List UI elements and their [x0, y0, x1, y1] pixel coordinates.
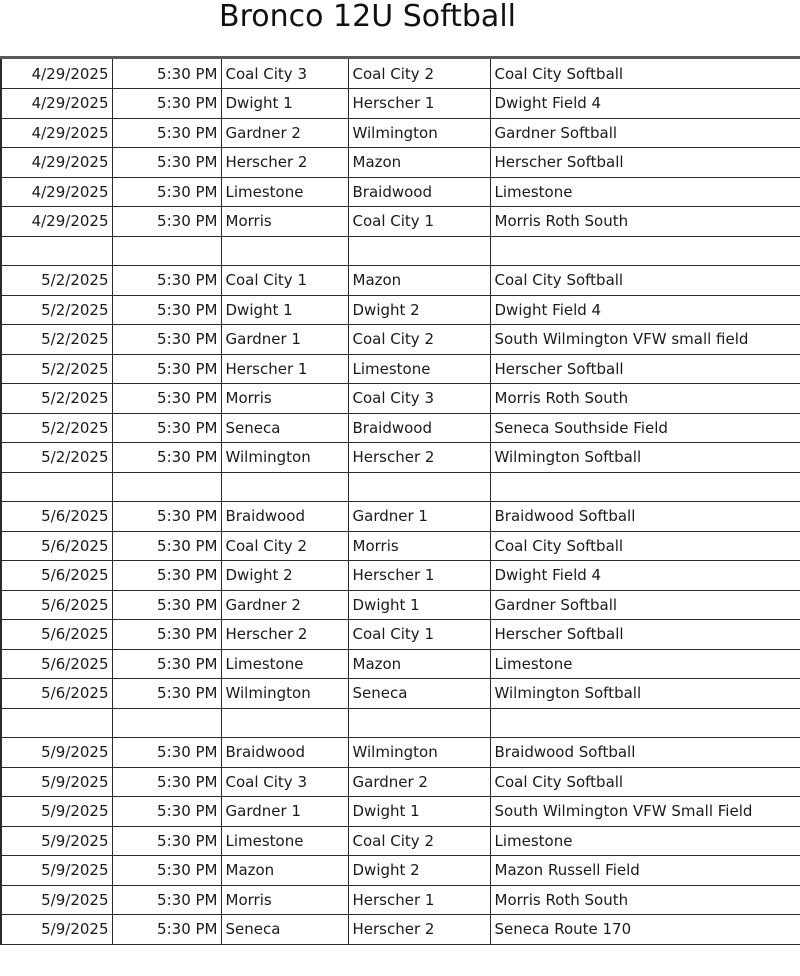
away-team-cell: Dwight 2 [348, 295, 490, 325]
table-row [1, 384, 800, 414]
home-team-cell: Mazon [221, 856, 348, 886]
page-title: Bronco 12U Softball [219, 0, 516, 34]
game-time-cell: 5:30 PM [112, 531, 221, 561]
game-date-cell: 4/29/2025 [1, 59, 112, 89]
home-team-cell: Dwight 1 [221, 295, 348, 325]
home-team-cell: Morris [221, 885, 348, 915]
away-team-cell: Gardner 1 [348, 502, 490, 532]
home-team-cell: Dwight 1 [221, 89, 348, 119]
game-date-cell [1, 708, 112, 738]
table-row [1, 325, 800, 355]
spacer-row [1, 472, 800, 502]
field-cell: Braidwood Softball [490, 502, 800, 532]
field-cell: Gardner Softball [490, 118, 800, 148]
field-cell: Wilmington Softball [490, 443, 800, 473]
field-cell: Dwight Field 4 [490, 295, 800, 325]
game-date-cell: 5/6/2025 [1, 561, 112, 591]
away-team-cell: Coal City 3 [348, 384, 490, 414]
field-cell: South Wilmington VFW Small Field [490, 797, 800, 827]
away-team-cell: Mazon [348, 649, 490, 679]
away-team-cell: Coal City 2 [348, 325, 490, 355]
field-cell: Limestone [490, 649, 800, 679]
away-team-cell: Limestone [348, 354, 490, 384]
field-cell: Braidwood Softball [490, 738, 800, 768]
game-time-cell: 5:30 PM [112, 89, 221, 119]
field-cell: Morris Roth South [490, 885, 800, 915]
table-row [1, 590, 800, 620]
away-team-cell: Dwight 1 [348, 797, 490, 827]
table-row [1, 885, 800, 915]
away-team-cell [348, 708, 490, 738]
game-date-cell: 5/6/2025 [1, 531, 112, 561]
game-time-cell [112, 472, 221, 502]
game-date-cell [1, 236, 112, 266]
table-row [1, 443, 800, 473]
field-cell: Coal City Softball [490, 59, 800, 89]
away-team-cell [348, 472, 490, 502]
home-team-cell: Herscher 2 [221, 148, 348, 178]
field-cell [490, 472, 800, 502]
away-team-cell: Coal City 2 [348, 59, 490, 89]
table-row [1, 531, 800, 561]
table-row [1, 59, 800, 89]
away-team-cell: Gardner 2 [348, 767, 490, 797]
home-team-cell: Limestone [221, 826, 348, 856]
game-time-cell: 5:30 PM [112, 738, 221, 768]
home-team-cell [221, 708, 348, 738]
game-time-cell: 5:30 PM [112, 502, 221, 532]
game-time-cell: 5:30 PM [112, 266, 221, 296]
table-row [1, 118, 800, 148]
game-time-cell [112, 708, 221, 738]
home-team-cell: Seneca [221, 915, 348, 945]
table-row [1, 826, 800, 856]
home-team-cell: Wilmington [221, 443, 348, 473]
game-time-cell: 5:30 PM [112, 384, 221, 414]
game-date-cell: 5/2/2025 [1, 266, 112, 296]
game-time-cell: 5:30 PM [112, 826, 221, 856]
game-date-cell: 5/6/2025 [1, 620, 112, 650]
home-team-cell [221, 236, 348, 266]
game-date-cell: 5/2/2025 [1, 443, 112, 473]
field-cell: Coal City Softball [490, 767, 800, 797]
game-date-cell: 5/9/2025 [1, 915, 112, 945]
away-team-cell: Dwight 1 [348, 590, 490, 620]
game-time-cell: 5:30 PM [112, 148, 221, 178]
game-time-cell: 5:30 PM [112, 620, 221, 650]
field-cell: South Wilmington VFW small field [490, 325, 800, 355]
game-time-cell: 5:30 PM [112, 915, 221, 945]
game-time-cell: 5:30 PM [112, 561, 221, 591]
game-time-cell: 5:30 PM [112, 679, 221, 709]
field-cell: Mazon Russell Field [490, 856, 800, 886]
away-team-cell: Coal City 1 [348, 207, 490, 237]
away-team-cell: Coal City 1 [348, 620, 490, 650]
field-cell: Coal City Softball [490, 531, 800, 561]
home-team-cell: Dwight 2 [221, 561, 348, 591]
away-team-cell: Herscher 2 [348, 443, 490, 473]
table-row [1, 679, 800, 709]
game-date-cell: 5/2/2025 [1, 384, 112, 414]
field-cell: Dwight Field 4 [490, 89, 800, 119]
home-team-cell: Braidwood [221, 738, 348, 768]
table-row [1, 797, 800, 827]
field-cell: Limestone [490, 177, 800, 207]
field-cell: Morris Roth South [490, 384, 800, 414]
spacer-row [1, 236, 800, 266]
game-time-cell: 5:30 PM [112, 413, 221, 443]
home-team-cell: Wilmington [221, 679, 348, 709]
home-team-cell: Seneca [221, 413, 348, 443]
game-time-cell: 5:30 PM [112, 207, 221, 237]
field-cell [490, 708, 800, 738]
schedule-table [0, 59, 800, 945]
game-date-cell: 5/2/2025 [1, 413, 112, 443]
game-date-cell: 5/9/2025 [1, 767, 112, 797]
away-team-cell: Dwight 2 [348, 856, 490, 886]
game-date-cell: 5/6/2025 [1, 649, 112, 679]
game-time-cell: 5:30 PM [112, 590, 221, 620]
table-row [1, 561, 800, 591]
field-cell: Gardner Softball [490, 590, 800, 620]
away-team-cell: Morris [348, 531, 490, 561]
table-row [1, 856, 800, 886]
table-row [1, 266, 800, 296]
home-team-cell: Coal City 2 [221, 531, 348, 561]
table-row [1, 207, 800, 237]
game-time-cell: 5:30 PM [112, 59, 221, 89]
game-date-cell: 4/29/2025 [1, 118, 112, 148]
table-row [1, 738, 800, 768]
away-team-cell: Herscher 1 [348, 885, 490, 915]
home-team-cell [221, 472, 348, 502]
table-row [1, 148, 800, 178]
table-row [1, 649, 800, 679]
game-date-cell: 5/6/2025 [1, 590, 112, 620]
game-date-cell: 5/2/2025 [1, 325, 112, 355]
field-cell: Dwight Field 4 [490, 561, 800, 591]
game-time-cell: 5:30 PM [112, 885, 221, 915]
field-cell: Herscher Softball [490, 354, 800, 384]
home-team-cell: Herscher 2 [221, 620, 348, 650]
table-row [1, 502, 800, 532]
game-time-cell: 5:30 PM [112, 856, 221, 886]
away-team-cell: Mazon [348, 266, 490, 296]
game-time-cell: 5:30 PM [112, 354, 221, 384]
home-team-cell: Limestone [221, 649, 348, 679]
field-cell: Seneca Southside Field [490, 413, 800, 443]
away-team-cell: Herscher 2 [348, 915, 490, 945]
game-time-cell: 5:30 PM [112, 118, 221, 148]
table-row [1, 620, 800, 650]
game-date-cell: 4/29/2025 [1, 207, 112, 237]
home-team-cell: Coal City 1 [221, 266, 348, 296]
game-time-cell: 5:30 PM [112, 443, 221, 473]
table-row [1, 354, 800, 384]
game-date-cell: 5/9/2025 [1, 826, 112, 856]
game-time-cell: 5:30 PM [112, 649, 221, 679]
away-team-cell: Herscher 1 [348, 561, 490, 591]
home-team-cell: Gardner 1 [221, 325, 348, 355]
table-row [1, 915, 800, 945]
away-team-cell: Seneca [348, 679, 490, 709]
home-team-cell: Coal City 3 [221, 59, 348, 89]
home-team-cell: Herscher 1 [221, 354, 348, 384]
home-team-cell: Limestone [221, 177, 348, 207]
away-team-cell: Mazon [348, 148, 490, 178]
field-cell: Wilmington Softball [490, 679, 800, 709]
game-time-cell: 5:30 PM [112, 295, 221, 325]
away-team-cell: Braidwood [348, 413, 490, 443]
game-date-cell [1, 472, 112, 502]
schedule-body [1, 59, 800, 944]
table-row [1, 89, 800, 119]
away-team-cell: Wilmington [348, 738, 490, 768]
home-team-cell: Gardner 1 [221, 797, 348, 827]
home-team-cell: Morris [221, 207, 348, 237]
game-time-cell: 5:30 PM [112, 797, 221, 827]
game-time-cell: 5:30 PM [112, 325, 221, 355]
field-cell: Coal City Softball [490, 266, 800, 296]
field-cell: Morris Roth South [490, 207, 800, 237]
field-cell: Seneca Route 170 [490, 915, 800, 945]
game-date-cell: 5/9/2025 [1, 738, 112, 768]
game-date-cell: 5/9/2025 [1, 856, 112, 886]
game-time-cell [112, 236, 221, 266]
field-cell: Limestone [490, 826, 800, 856]
game-date-cell: 4/29/2025 [1, 89, 112, 119]
away-team-cell: Wilmington [348, 118, 490, 148]
home-team-cell: Gardner 2 [221, 118, 348, 148]
table-row [1, 767, 800, 797]
field-cell: Herscher Softball [490, 148, 800, 178]
home-team-cell: Morris [221, 384, 348, 414]
away-team-cell: Braidwood [348, 177, 490, 207]
game-date-cell: 5/6/2025 [1, 502, 112, 532]
game-date-cell: 4/29/2025 [1, 177, 112, 207]
table-row [1, 177, 800, 207]
away-team-cell: Herscher 1 [348, 89, 490, 119]
home-team-cell: Braidwood [221, 502, 348, 532]
game-date-cell: 5/9/2025 [1, 797, 112, 827]
game-date-cell: 5/2/2025 [1, 295, 112, 325]
field-cell [490, 236, 800, 266]
field-cell: Herscher Softball [490, 620, 800, 650]
spacer-row [1, 708, 800, 738]
away-team-cell: Coal City 2 [348, 826, 490, 856]
home-team-cell: Gardner 2 [221, 590, 348, 620]
game-time-cell: 5:30 PM [112, 767, 221, 797]
game-date-cell: 4/29/2025 [1, 148, 112, 178]
game-date-cell: 5/2/2025 [1, 354, 112, 384]
home-team-cell: Coal City 3 [221, 767, 348, 797]
game-date-cell: 5/9/2025 [1, 885, 112, 915]
table-row [1, 295, 800, 325]
table-row [1, 413, 800, 443]
away-team-cell [348, 236, 490, 266]
game-date-cell: 5/6/2025 [1, 679, 112, 709]
game-time-cell: 5:30 PM [112, 177, 221, 207]
